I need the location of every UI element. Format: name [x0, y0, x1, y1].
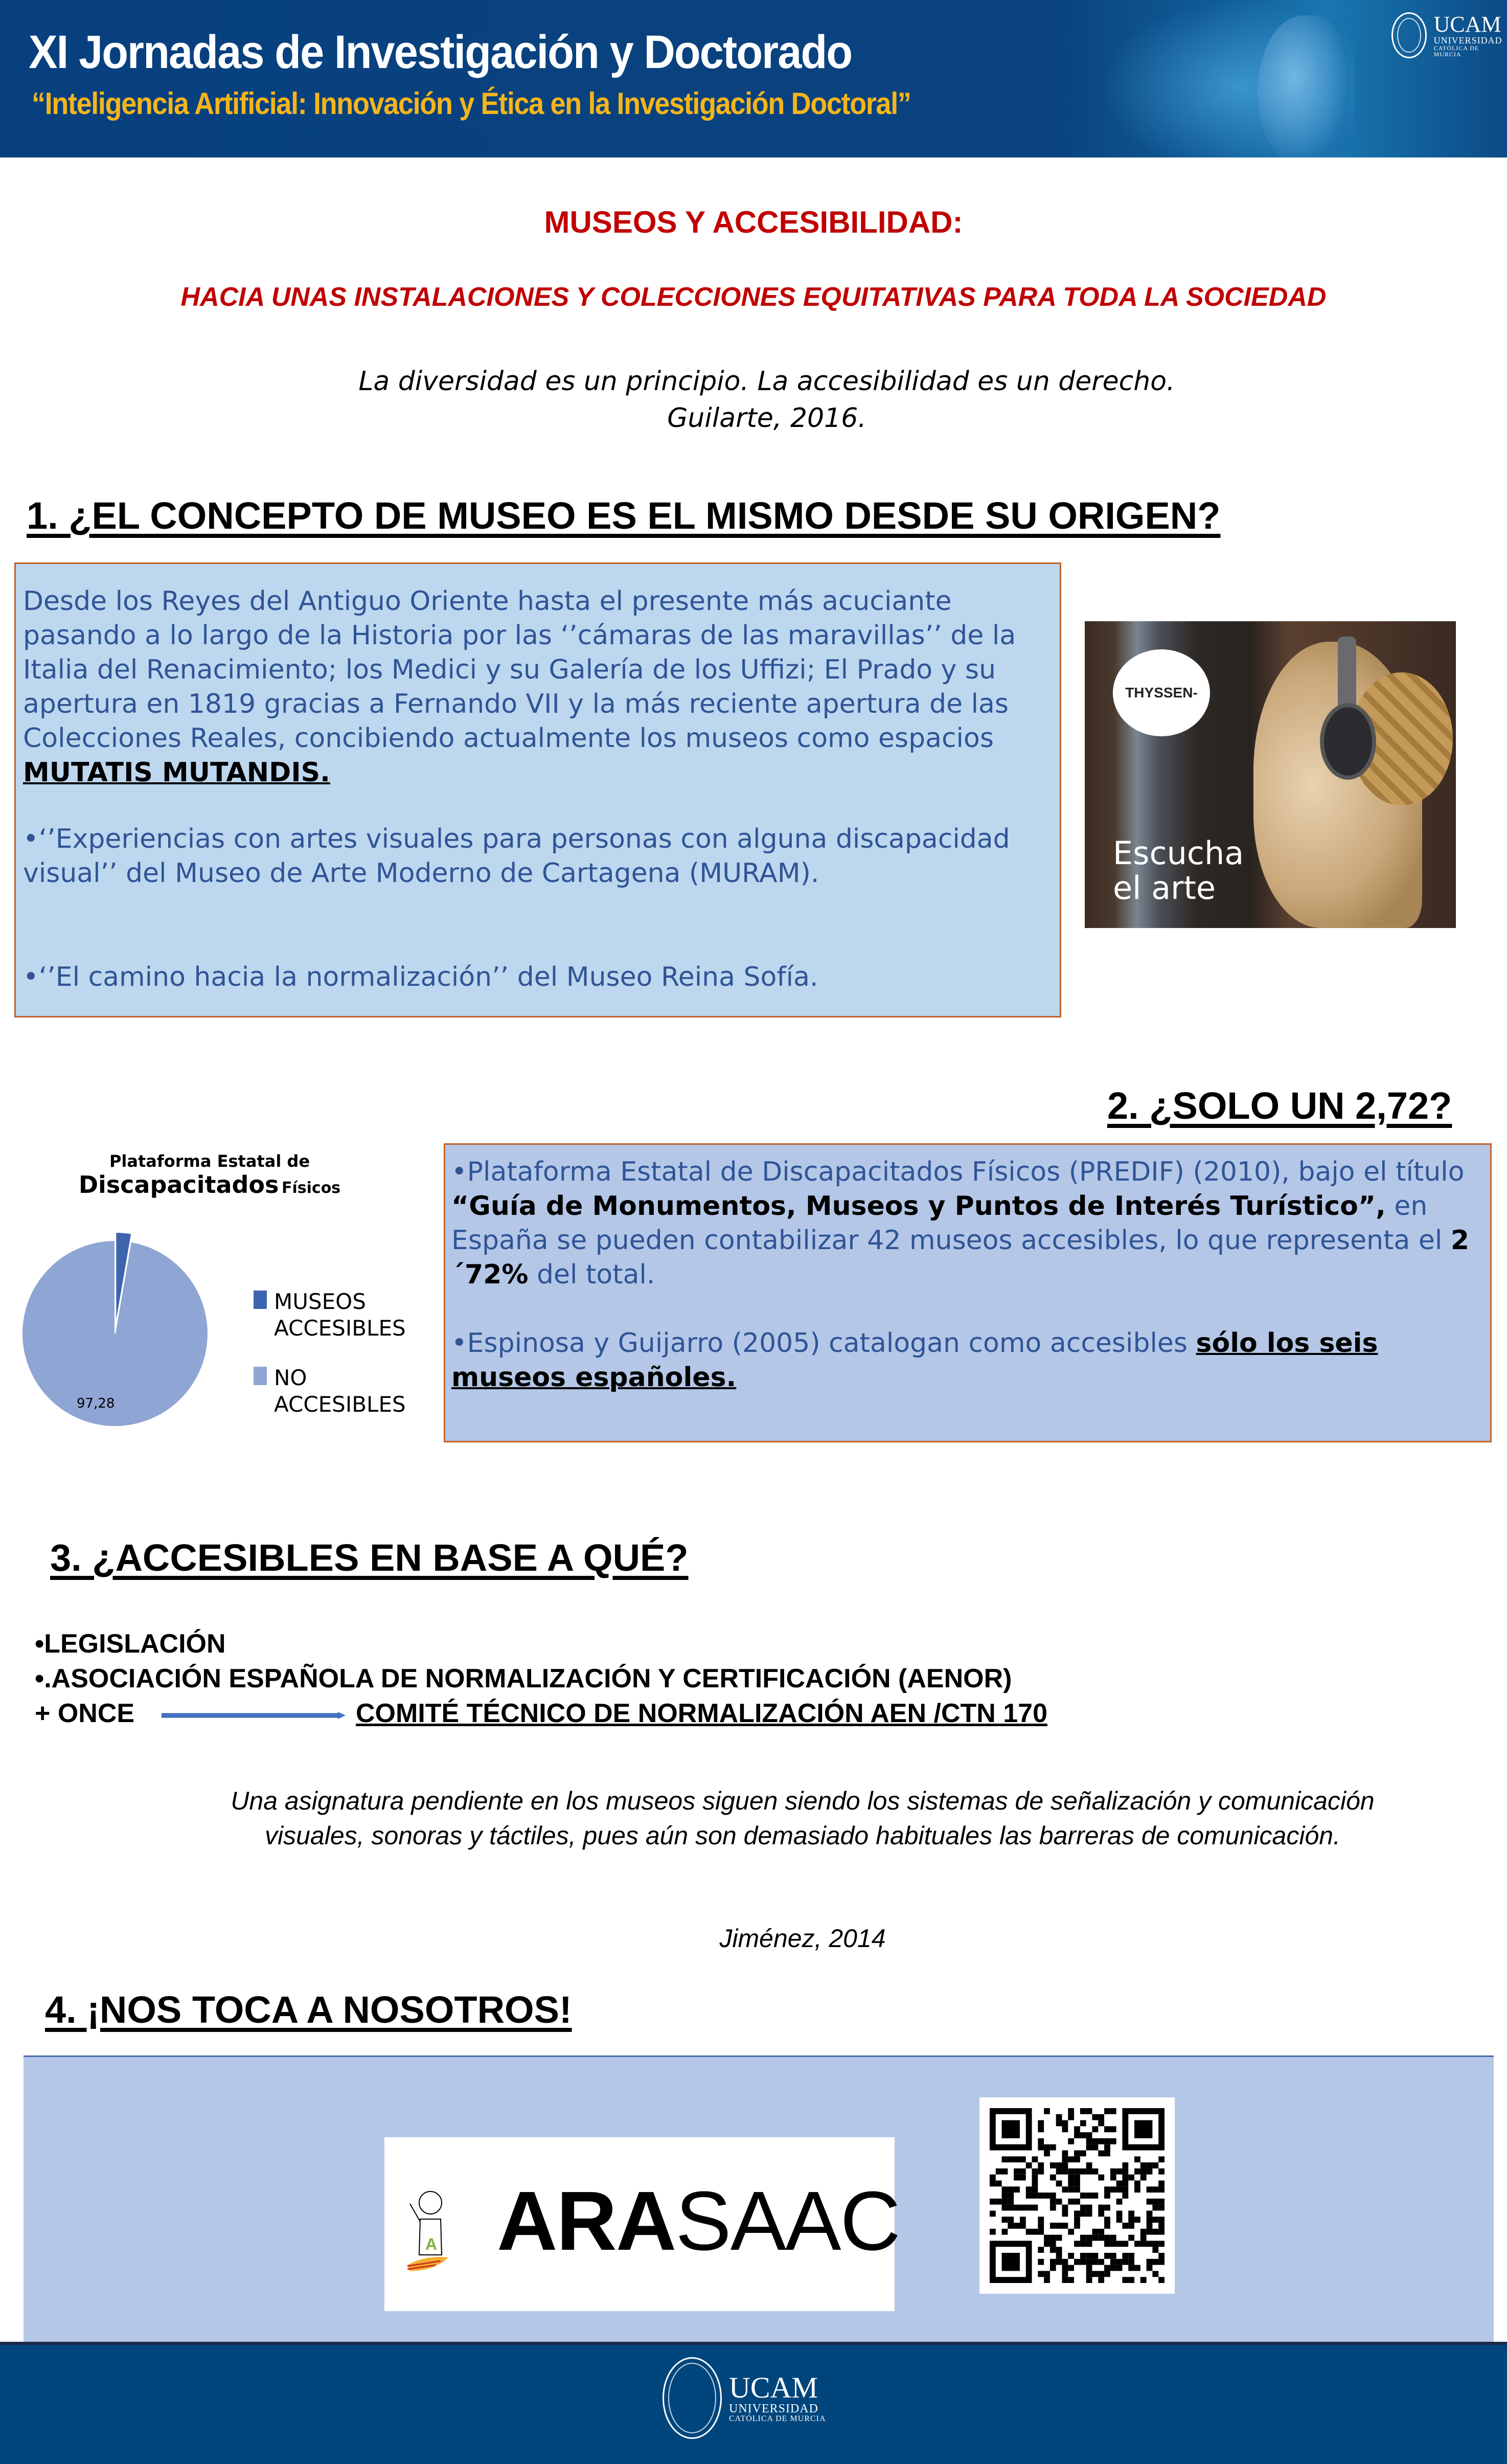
poster-subtitle: HACIA UNAS INSTALACIONES Y COLECCIONES EQUITATIVAS PARA TODA LA SOCIEDAD — [180, 282, 1327, 312]
legend-label: MUSEOS ACCESIBLES — [274, 1289, 406, 1341]
logo-line3: CATÓLICA DE MURCIA — [1433, 44, 1479, 58]
logo-line2: UNIVERSIDAD — [1433, 35, 1502, 46]
header-face-illustration — [1258, 15, 1350, 157]
headphones-icon — [1320, 703, 1376, 780]
pie-slice-no-accesibles — [22, 1240, 208, 1427]
section-1-heading: 1. ¿EL CONCEPTO DE MUSEO ES EL MISMO DESDE SU ORIGEN? — [27, 494, 1221, 537]
item-aenor: •.ASOCIACIÓN ESPAÑOLA DE NORMALIZACIÓN Y CERTIFICACIÓN (AENOR) — [35, 1664, 1012, 1693]
mutatis-mutandis: MUTATIS MUTANDIS. — [23, 757, 330, 788]
legend-label: NO ACCESIBLES — [274, 1365, 406, 1417]
section-2-box — [444, 1143, 1492, 1442]
legend-item-accesibles — [254, 1288, 406, 1342]
arasaac-figure-icon — [405, 2183, 451, 2275]
arrow-right-icon — [162, 1712, 346, 1719]
section-3-heading: 3. ¿ACCESIBLES EN BASE A QUÉ? — [50, 1536, 689, 1579]
text-run: en España se pueden contabilizar 42 museos accesibles, lo que representa el — [451, 1191, 1451, 1256]
section-2-heading: 2. ¿SOLO UN 2,72? — [1107, 1084, 1452, 1127]
caption-line-2: el arte — [1113, 869, 1216, 907]
header-banner — [0, 0, 1507, 157]
legend-swatch-no-accesibles — [254, 1367, 267, 1385]
chart-title — [0, 1151, 419, 1199]
item-ctn-170: COMITÉ TÉCNICO DE NORMALIZACIÓN AEN /CTN 170 — [356, 1699, 1048, 1728]
quote-text: La diversidad es un principio. La accesibilidad es un derecho. — [358, 366, 1175, 397]
pie-chart — [20, 1217, 215, 1432]
ucam-logo-footer — [663, 2357, 826, 2439]
section-1-bullet-reina-sofia: •‘’El camino hacia la normalización’’ del Museo Reina Sofía. — [23, 962, 818, 992]
arasaac-wordmark — [497, 2173, 900, 2269]
six-museums-emphasis: sólo los seis museos españoles. — [451, 1328, 1378, 1393]
thyssen-escucha-el-arte-image — [1085, 621, 1456, 928]
ucam-logo-header — [1391, 12, 1507, 58]
section-1-box — [14, 562, 1061, 1018]
event-subtitle: “Inteligencia Artificial: Innovación y Ética en la Investigación Doctoral” — [32, 86, 911, 121]
section-4-heading: 4. ¡NOS TOCA A NOSOTROS! — [45, 1988, 572, 2031]
ucam-seal-icon — [663, 2357, 722, 2439]
ucam-seal-icon — [1391, 12, 1427, 58]
legend-swatch-accesibles — [254, 1291, 267, 1309]
chart-title-line-3: Físicos — [282, 1179, 341, 1197]
text-run: del total. — [528, 1259, 655, 1290]
text-run: •Espinosa y Guijarro (2005) catalogan como accesibles — [451, 1328, 1196, 1359]
chart-title-line-2: Discapacitados — [78, 1171, 279, 1199]
logo-name: UCAM — [729, 2371, 818, 2404]
shirt-letter: A — [425, 2235, 438, 2253]
event-title: XI Jornadas de Investigación y Doctorado — [29, 26, 852, 78]
thyssen-badge: THYSSEN- — [1113, 649, 1210, 736]
jimenez-quote-author: Jiménez, 2014 — [719, 1924, 886, 1953]
paragraph-text: Desde los Reyes del Antiguo Oriente hasta el presente más acuciante pasando a lo largo de la Historia por las ‘’cámaras de las maravillas’’ de la Italia del Renacimiento; los Medici y su Galería de los Uffizi; El Prado y su apertura en 1819 gracias a Fernando VII y la más reciente apertura de las Colecciones Reales, concibiendo actualmente los museos como espacios — [23, 586, 1016, 754]
guide-title: “Guía de Monumentos, Museos y Puntos de Interés Turístico”, — [451, 1191, 1386, 1222]
chart-legend — [254, 1288, 406, 1441]
percentage: 2´72% — [451, 1225, 1469, 1290]
wordmark-regular: SAAC — [675, 2174, 900, 2268]
arasaac-logo[interactable] — [384, 2137, 900, 2311]
section-2-paragraph-predif — [451, 1155, 1484, 1292]
jimenez-quote: Una asignatura pendiente en los museos siguen siendo los sistemas de señalización y comunicación visuales, sonoras y táctiles, pues aún son demasiado habituales las barreras de comunicación. — [231, 1787, 1375, 1850]
logo-line2: UNIVERSIDAD — [729, 2402, 818, 2415]
image-caption — [1113, 836, 1244, 906]
wordmark-bold: ARA — [497, 2174, 676, 2268]
logo-name: UCAM — [1433, 12, 1501, 37]
poster-title: MUSEOS Y ACCESIBILIDAD: — [544, 205, 963, 239]
legend-item-no-accesibles — [254, 1365, 406, 1418]
chart-title-line-1: Plataforma Estatal de — [109, 1151, 310, 1171]
item-once: + ONCE — [35, 1699, 135, 1728]
pie-data-label: 97,28 — [77, 1396, 115, 1411]
qr-code[interactable] — [979, 2097, 1175, 2294]
quote-author: Guilarte, 2016. — [667, 403, 866, 434]
section-2-paragraph-espinosa — [451, 1326, 1484, 1395]
qr-code-icon — [990, 2107, 1164, 2285]
logo-line3: CATÓLICA DE MURCIA — [729, 2414, 826, 2423]
caption-line-1: Escucha — [1113, 834, 1244, 872]
opening-quote — [0, 363, 1507, 437]
section-1-bullet-muram: •‘’Experiencias con artes visuales para personas con alguna discapacidad visual’’ del Museo de Arte Moderno de Cartagena (MURAM). — [23, 824, 1010, 889]
text-run: •Plataforma Estatal de Discapacitados Físicos (PREDIF) (2010), bajo el título — [451, 1157, 1465, 1187]
section-1-paragraph — [23, 584, 1056, 790]
item-legislacion: •LEGISLACIÓN — [35, 1629, 226, 1659]
